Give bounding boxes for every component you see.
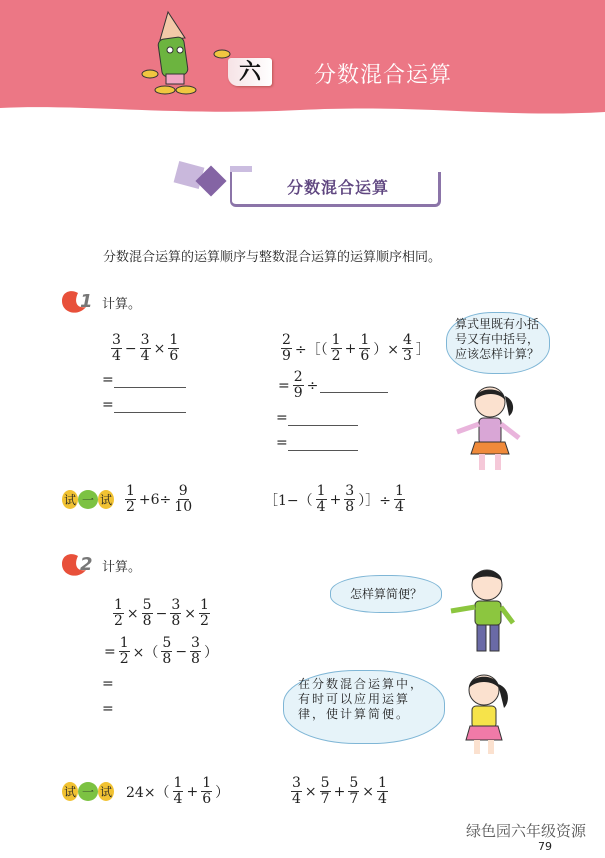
fraction bbox=[344, 484, 355, 515]
q1-b-step-1 bbox=[276, 370, 388, 401]
answer-blank[interactable] bbox=[288, 411, 358, 426]
q1-try-expression-b bbox=[262, 484, 406, 515]
numerator: 9 bbox=[178, 483, 188, 499]
numerator: 3 bbox=[112, 332, 121, 348]
q1-try-expression-a bbox=[124, 484, 193, 515]
denominator: 7 bbox=[349, 791, 359, 807]
operator: × bbox=[126, 605, 139, 622]
fraction bbox=[119, 636, 130, 667]
denominator: 6 bbox=[202, 791, 212, 807]
denominator: 3 bbox=[402, 348, 412, 364]
question-2-label: 计算。 bbox=[102, 560, 142, 575]
numerator: 3 bbox=[345, 483, 355, 499]
fraction bbox=[320, 776, 331, 807]
numerator: 5 bbox=[349, 775, 359, 791]
question-1-label: 计算。 bbox=[102, 297, 142, 312]
girl-illustration-2-icon bbox=[452, 668, 522, 763]
svg-text:2: 2 bbox=[80, 554, 93, 575]
operator: × bbox=[153, 340, 166, 357]
fraction bbox=[316, 484, 327, 515]
fraction bbox=[201, 776, 212, 807]
operator: + bbox=[333, 783, 346, 800]
operator: ）× bbox=[373, 341, 399, 358]
question-2-marker-icon bbox=[58, 550, 100, 578]
fraction bbox=[348, 776, 359, 807]
fraction bbox=[111, 333, 122, 364]
equals-sign: = bbox=[102, 701, 114, 717]
fraction bbox=[402, 333, 413, 364]
operator: × bbox=[184, 605, 196, 622]
intro-text: 分数混合运算的运算顺序与整数混合运算的运算顺序相同。 bbox=[103, 250, 442, 265]
numerator: 1 bbox=[360, 332, 370, 348]
fraction bbox=[170, 598, 181, 629]
operator: +6÷ bbox=[138, 491, 172, 508]
fraction bbox=[293, 370, 304, 401]
operator: × bbox=[304, 783, 317, 800]
section-title: 分数混合运算 bbox=[287, 178, 390, 197]
operator: ÷ bbox=[306, 377, 319, 394]
fraction bbox=[113, 598, 124, 629]
numerator: 1 bbox=[316, 483, 326, 499]
numerator: 3 bbox=[191, 635, 200, 651]
boy-illustration-icon bbox=[445, 565, 520, 657]
fraction bbox=[174, 484, 192, 515]
fraction bbox=[140, 333, 151, 364]
denominator: 6 bbox=[360, 348, 370, 364]
try-badge-char: 试 bbox=[98, 490, 114, 509]
fraction bbox=[199, 598, 210, 629]
answer-blank[interactable] bbox=[114, 373, 186, 388]
try-badge-char: 一 bbox=[78, 782, 98, 801]
speech-bubble-girl-2: 在分数混合运算中，有时可以应用运算律，使计算简便。 bbox=[283, 670, 445, 744]
operator: ×（ bbox=[132, 644, 159, 661]
q1-b-step-3 bbox=[276, 435, 358, 451]
q2-step-3 bbox=[102, 701, 114, 717]
step-expression bbox=[276, 370, 320, 401]
try-badge-char: 试 bbox=[62, 490, 78, 509]
try-it-badge-1 bbox=[62, 490, 114, 509]
denominator: 8 bbox=[162, 651, 172, 667]
q1-expression-a bbox=[110, 333, 180, 364]
operator: = bbox=[278, 377, 290, 394]
denominator: 8 bbox=[345, 499, 355, 515]
numerator: 1 bbox=[202, 775, 212, 791]
numerator: 1 bbox=[173, 775, 183, 791]
q1-expression-b bbox=[280, 333, 432, 364]
denominator: 2 bbox=[199, 613, 209, 629]
denominator: 4 bbox=[394, 499, 404, 515]
chapter-header-band bbox=[0, 0, 605, 125]
operator: ÷［（ bbox=[294, 341, 328, 358]
q2-step-1 bbox=[102, 636, 220, 667]
numerator: 5 bbox=[142, 597, 152, 613]
operator: + bbox=[329, 491, 342, 508]
denominator: 2 bbox=[114, 613, 123, 629]
numerator: 1 bbox=[394, 483, 404, 499]
denominator: 10 bbox=[174, 499, 193, 515]
denominator: 9 bbox=[282, 348, 291, 364]
denominator: 2 bbox=[126, 499, 135, 515]
try-badge-char: 试 bbox=[62, 782, 78, 801]
denominator: 8 bbox=[142, 613, 152, 629]
denominator: 4 bbox=[316, 499, 326, 515]
denominator: 9 bbox=[293, 385, 303, 401]
answer-blank[interactable] bbox=[114, 398, 186, 413]
denominator: 6 bbox=[169, 348, 179, 364]
numerator: 3 bbox=[140, 332, 150, 348]
denominator: 4 bbox=[377, 791, 387, 807]
fraction bbox=[173, 776, 184, 807]
numerator: 1 bbox=[199, 597, 209, 613]
denominator: 8 bbox=[171, 613, 181, 629]
denominator: 2 bbox=[331, 348, 341, 364]
fraction bbox=[161, 636, 172, 667]
equals-sign: = bbox=[102, 676, 114, 692]
numerator: 3 bbox=[292, 775, 301, 791]
denominator: 4 bbox=[173, 791, 183, 807]
numerator: 1 bbox=[169, 332, 179, 348]
operator: + bbox=[344, 340, 357, 357]
q1-a-step-2 bbox=[102, 397, 186, 413]
q1-b-step-2 bbox=[276, 410, 358, 426]
denominator: 4 bbox=[112, 348, 121, 364]
equals-sign: = bbox=[276, 410, 288, 426]
page-number: 79 bbox=[538, 840, 552, 853]
q2-try-expression-a bbox=[124, 776, 231, 807]
try-it-badge-2 bbox=[62, 782, 114, 801]
operator: ）］÷ bbox=[358, 492, 391, 509]
watermark: 绿色园六年级资源 bbox=[466, 822, 587, 840]
q1-a-step-1 bbox=[102, 372, 186, 388]
equals-sign: = bbox=[102, 397, 114, 413]
numerator: 1 bbox=[119, 635, 129, 651]
operator: ［1−（ bbox=[264, 492, 313, 509]
denominator: 7 bbox=[320, 791, 330, 807]
try-badge-char: 试 bbox=[98, 782, 114, 801]
fraction bbox=[359, 333, 370, 364]
fraction bbox=[281, 333, 292, 364]
try-badge-char: 一 bbox=[78, 490, 98, 509]
chapter-number-badge: 六 bbox=[228, 58, 272, 86]
fraction bbox=[142, 598, 153, 629]
operator: ） bbox=[203, 644, 218, 661]
question-1-marker-icon bbox=[58, 287, 100, 315]
fraction bbox=[331, 333, 342, 364]
denominator: 8 bbox=[191, 651, 200, 667]
equals-sign: = bbox=[276, 435, 288, 451]
operator: 24×（ bbox=[126, 784, 170, 801]
numerator: 1 bbox=[377, 775, 387, 791]
operator: ） bbox=[215, 784, 230, 801]
answer-blank[interactable] bbox=[320, 378, 388, 393]
numerator: 1 bbox=[126, 483, 135, 499]
fraction bbox=[394, 484, 405, 515]
numerator: 2 bbox=[293, 369, 303, 385]
operator: − bbox=[155, 605, 168, 622]
fraction bbox=[291, 776, 302, 807]
numerator: 4 bbox=[402, 332, 412, 348]
answer-blank[interactable] bbox=[288, 436, 358, 451]
svg-text:1: 1 bbox=[80, 291, 93, 312]
q2-expression bbox=[112, 598, 211, 629]
operator: × bbox=[362, 783, 374, 800]
q2-try-expression-b bbox=[290, 776, 389, 807]
speech-bubble-girl-1: 算式里既有小括号又有中括号，应该怎样计算？ bbox=[446, 312, 550, 374]
fraction bbox=[377, 776, 388, 807]
numerator: 1 bbox=[331, 332, 341, 348]
girl-illustration-icon bbox=[455, 382, 525, 478]
denominator: 2 bbox=[119, 651, 129, 667]
fraction bbox=[168, 333, 179, 364]
chapter-title: 分数混合运算 bbox=[314, 63, 453, 88]
operator: = bbox=[104, 643, 116, 660]
numerator: 3 bbox=[171, 597, 181, 613]
operator: ］ bbox=[415, 341, 430, 358]
numerator: 1 bbox=[114, 597, 123, 613]
equals-sign: = bbox=[102, 372, 114, 388]
denominator: 4 bbox=[140, 348, 150, 364]
q2-step-2 bbox=[102, 676, 114, 692]
numerator: 5 bbox=[320, 775, 330, 791]
numerator: 5 bbox=[162, 635, 172, 651]
fraction bbox=[125, 484, 136, 515]
operator: − bbox=[124, 340, 137, 357]
speech-bubble-boy: 怎样算简便？ bbox=[330, 575, 442, 613]
fraction bbox=[190, 636, 201, 667]
denominator: 4 bbox=[292, 791, 301, 807]
operator: − bbox=[175, 643, 188, 660]
numerator: 2 bbox=[282, 332, 291, 348]
operator: + bbox=[186, 783, 199, 800]
